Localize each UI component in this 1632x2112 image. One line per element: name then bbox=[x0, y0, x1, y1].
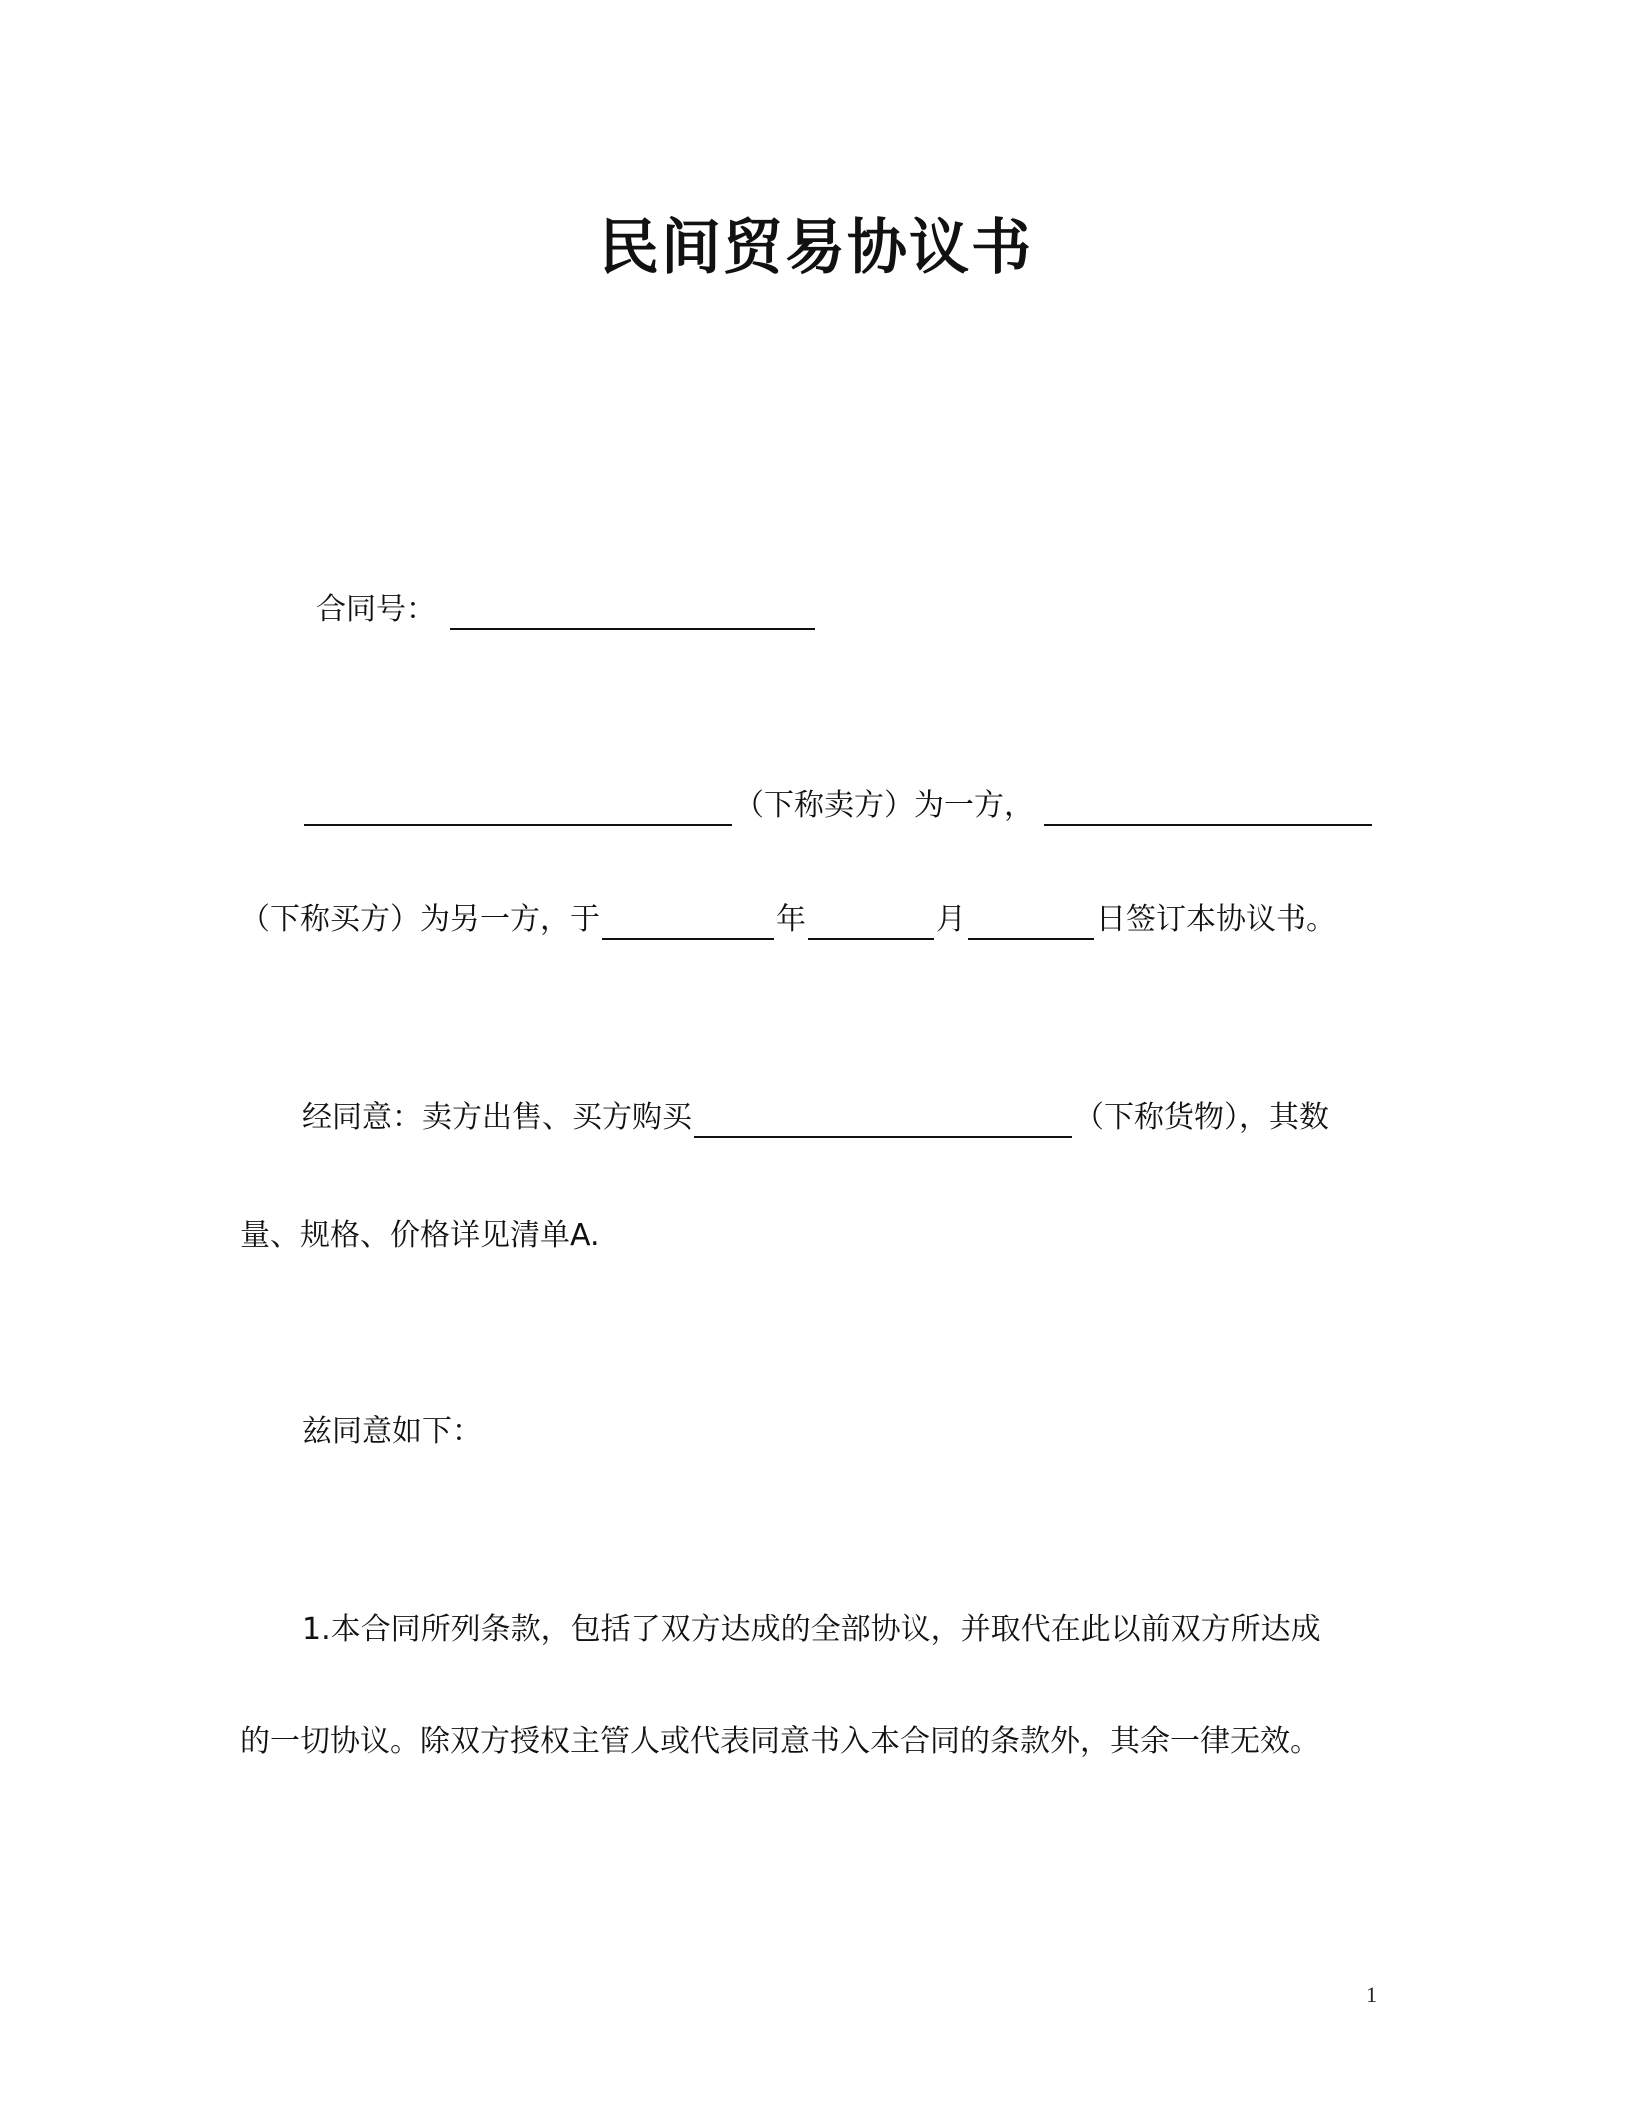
buyer-name-blank[interactable] bbox=[1044, 790, 1372, 826]
goods-detail-line bbox=[240, 1216, 600, 1256]
buyer-date-line bbox=[240, 900, 1336, 940]
goods-prefix-text: 经同意：卖方出售、买方购买 bbox=[302, 1100, 692, 1135]
month-label: 月 bbox=[936, 902, 966, 937]
goods-suffix-text: （下称货物），其数 bbox=[1074, 1100, 1329, 1135]
contract-number-label: 合同号： bbox=[316, 592, 436, 627]
year-blank[interactable] bbox=[602, 904, 774, 940]
clause1-line1 bbox=[302, 1610, 1321, 1650]
year-label: 年 bbox=[776, 902, 806, 937]
clause1-line2 bbox=[240, 1722, 1320, 1762]
page-number: 1 bbox=[1366, 1982, 1377, 2007]
contract-number-blank[interactable] bbox=[450, 594, 815, 630]
agreement-intro-text: 兹同意如下： bbox=[302, 1414, 482, 1449]
seller-suffix-text: （下称卖方）为一方， bbox=[734, 788, 1034, 823]
month-blank[interactable] bbox=[808, 904, 934, 940]
goods-line bbox=[302, 1098, 1329, 1138]
document-title: 民间贸易协议书 bbox=[599, 213, 1033, 283]
day-blank[interactable] bbox=[968, 904, 1094, 940]
clause1-text-2: 的一切协议。除双方授权主管人或代表同意书入本合同的条款外，其余一律无效。 bbox=[240, 1724, 1320, 1759]
buyer-prefix-text: （下称买方）为另一方，于 bbox=[240, 902, 600, 937]
seller-line bbox=[302, 786, 1374, 826]
day-suffix-text: 日签订本协议书。 bbox=[1096, 902, 1336, 937]
agreement-intro-line bbox=[302, 1412, 482, 1452]
contract-number-line bbox=[316, 590, 817, 630]
goods-name-blank[interactable] bbox=[694, 1102, 1072, 1138]
goods-detail-text: 量、规格、价格详见清单A. bbox=[240, 1218, 600, 1253]
clause1-text-1: 1.本合同所列条款，包括了双方达成的全部协议，并取代在此以前双方所达成 bbox=[302, 1612, 1321, 1647]
seller-name-blank[interactable] bbox=[304, 790, 732, 826]
